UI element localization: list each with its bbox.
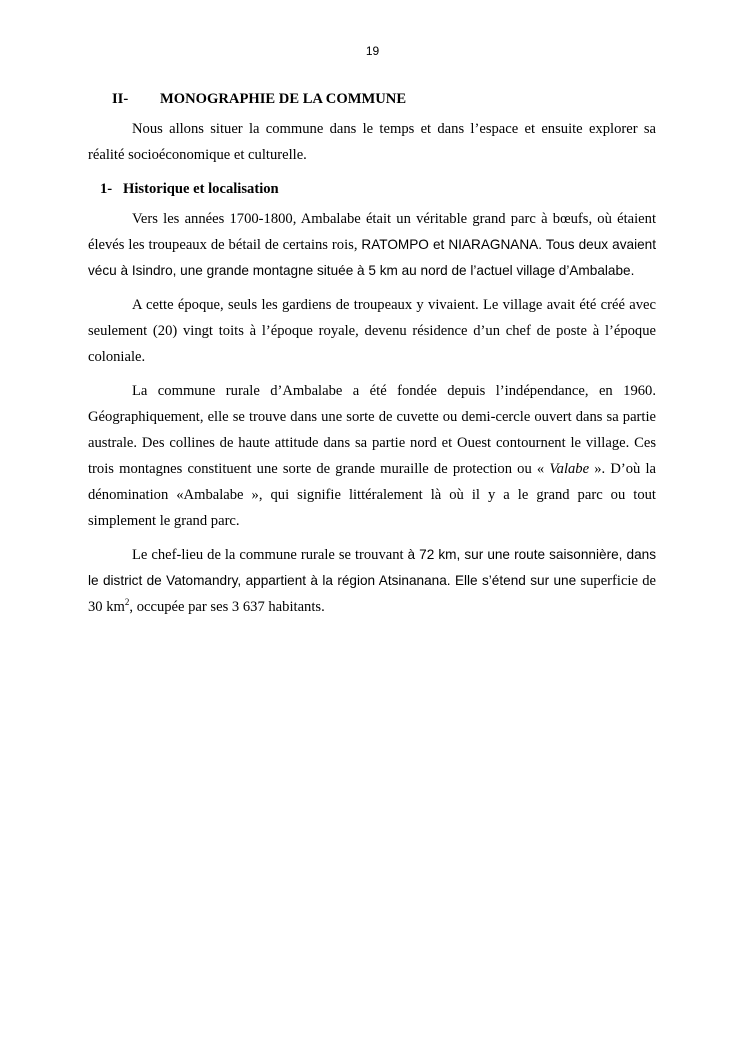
paragraph-history-text: Vers les années 1700-1800, Ambalabe était un véritable grand parc à bœufs, où étaient élevés les troupeaux de bétail de certains rois, bbox=[88, 211, 656, 253]
page-number: 19 bbox=[365, 44, 380, 58]
paragraph-commune bbox=[88, 378, 656, 534]
paragraph-history bbox=[88, 206, 656, 284]
paragraph-location bbox=[88, 542, 656, 620]
paragraph-location-text: Le chef-lieu de la commune rurale se trouvant bbox=[132, 547, 408, 563]
subsection-title: Historique et localisation bbox=[123, 181, 279, 197]
paragraph-history-names: RATOMPO et NIARAGNANA. Tous deux avaient vécu à Isindro, une grande montagne située à 5 km au nord de l’actuel village d’Ambalabe. bbox=[88, 237, 656, 278]
section-number: II- bbox=[112, 91, 129, 107]
section-title: MONOGRAPHIE DE LA COMMUNE bbox=[160, 91, 407, 107]
section-heading bbox=[88, 86, 656, 112]
intro-paragraph: Nous allons situer la commune dans le temps et dans l’espace et ensuite explorer sa réalité socioéconomique et culturelle. bbox=[88, 121, 656, 163]
superscript-2: 2 bbox=[124, 597, 130, 607]
subsection-heading bbox=[88, 176, 656, 202]
paragraph-location-area: superficie de 30 km bbox=[88, 573, 656, 615]
valabe-term: Valabe bbox=[549, 461, 590, 477]
paragraph-commune-text-end: ». D’où la dénomination «Ambalabe », qui signifie littéralement là où il y a le grand parc ou tout simplement le grand parc. bbox=[88, 461, 657, 529]
page-content bbox=[88, 86, 656, 628]
paragraph-location-population: , occupée par ses 3 637 habitants. bbox=[129, 599, 325, 615]
paragraph-commune-text: La commune rurale d’Ambalabe a été fondée depuis l’indépendance, en 1960. Géographiquement, elle se trouve dans une sorte de cuvette ou demi-cercle ouvert dans sa partie australe. Des collines de haute attitude dans sa partie nord et Ouest contournent le village. Ces trois montagnes constituent une sorte de grande muraille de protection ou « bbox=[88, 383, 656, 477]
paragraph-location-route: à 72 km, sur une route saisonnière, dans le district de Vatomandry, appartient à la région Atsinanana. Elle s’étend sur une bbox=[88, 547, 656, 588]
paragraph-epoch: A cette époque, seuls les gardiens de troupeaux y vivaient. Le village avait été créé avec seulement (20) vingt toits à l’époque royale, devenu résidence d’un chef de poste à l’époque coloniale. bbox=[88, 297, 656, 365]
subsection-number: 1- bbox=[100, 181, 113, 197]
